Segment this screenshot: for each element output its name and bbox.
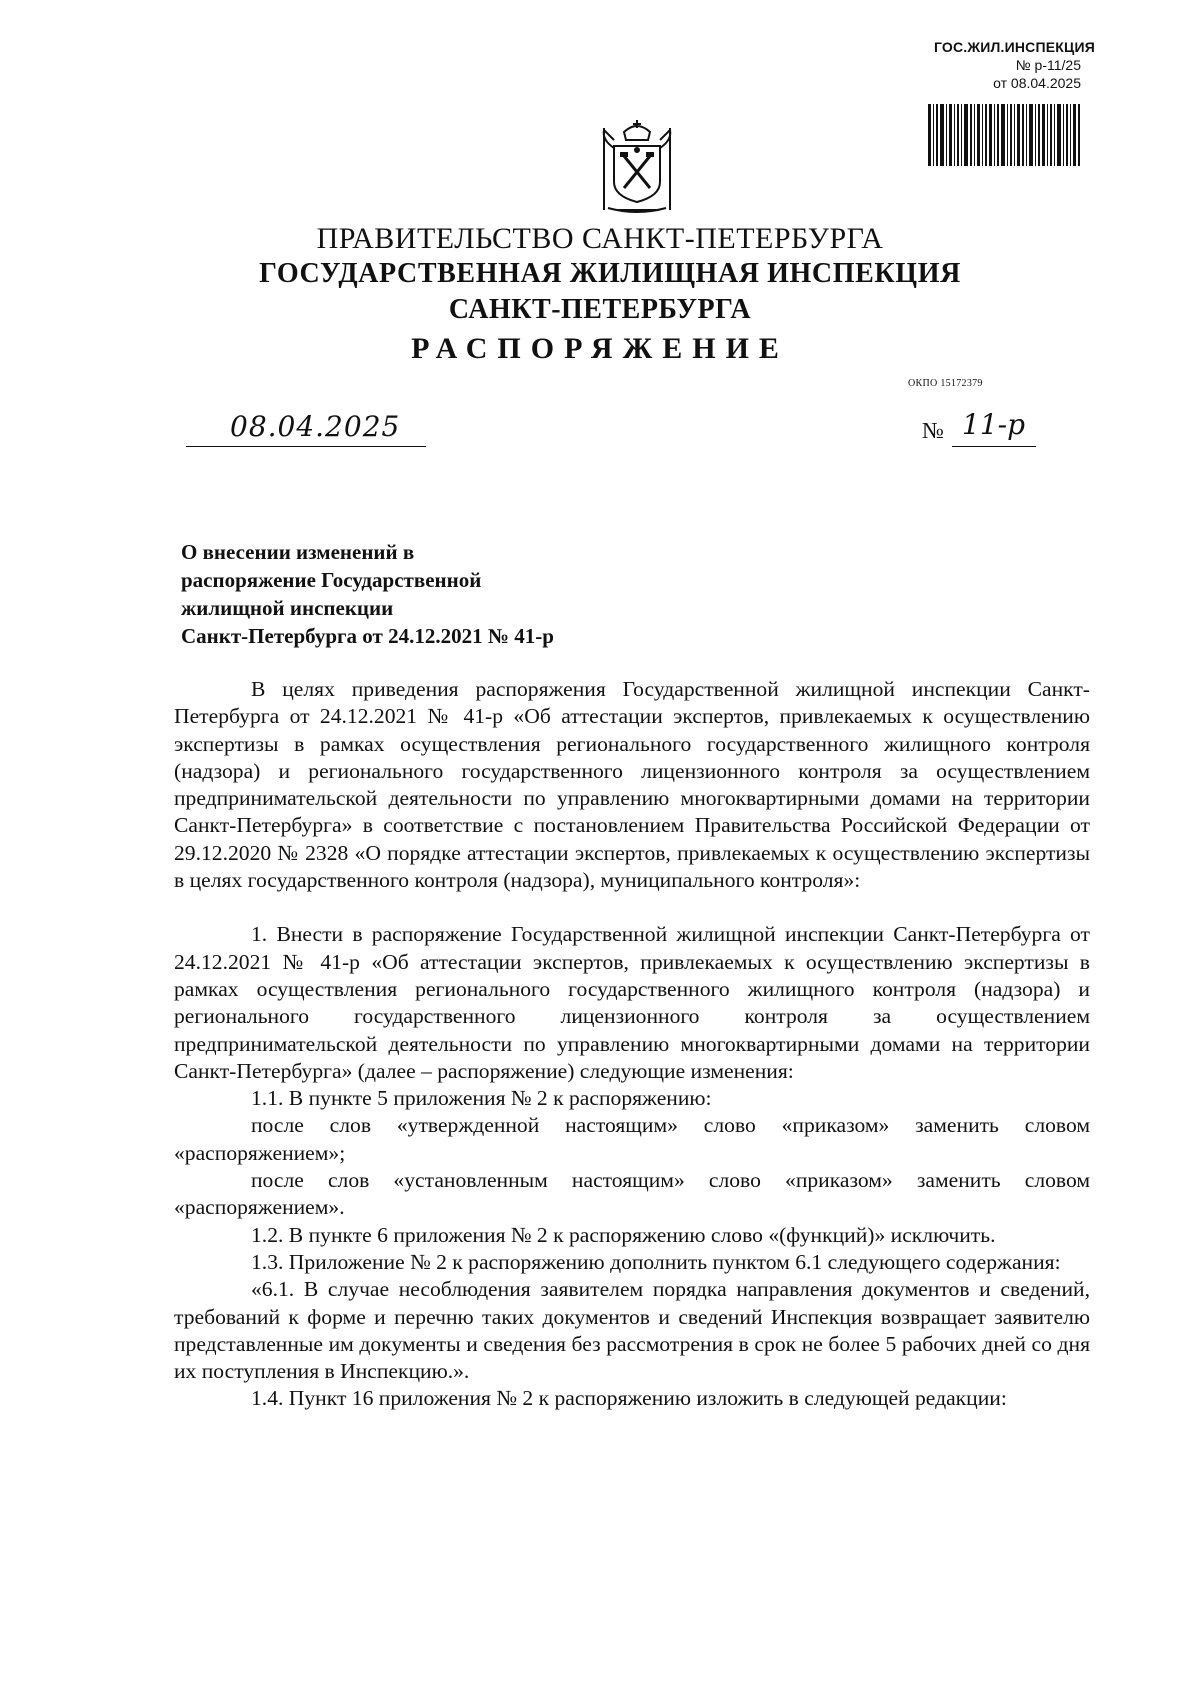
clause-1-1-item-b: после слов «установленным настоящим» слово «приказом» заменить словом «распоряжением». <box>174 1168 1090 1220</box>
subject-line: жилищной инспекции <box>181 596 394 620</box>
handwritten-date: 08.04.2025 <box>230 410 401 443</box>
clause-6-1-text: «6.1. В случае несоблюдения заявителем порядка направления документов и сведений, требований к форме и перечню таких документов и сведений Инспекция возвращает заявителю представленные им документы и сведения без рассмотрения в срок не более 5 рабочих дней со дня их поступления в Инспекцию.». <box>174 1277 1090 1384</box>
okpo-code: ОКПО 15172379 <box>908 378 983 389</box>
clause-1-3: 1.3. Приложение № 2 к распоряжению дополнить пунктом 6.1 следующего содержания: <box>251 1249 1061 1274</box>
stamp-org: ГОС.ЖИЛ.ИНСПЕКЦИЯ <box>933 39 1095 55</box>
number-field <box>952 408 1036 447</box>
coat-of-arms-emblem <box>592 118 682 216</box>
number-label: № <box>922 418 944 443</box>
clause-1-1-item-a: после слов «утвержденной настоящим» слово «приказом» заменить словом «распоряжением»; <box>174 1113 1090 1165</box>
clause-1: 1. Внести в распоряжение Государственной жилищной инспекции Санкт-Петербурга от 24.12.2021 № 41-р «Об аттестации экспертов, привлекаемых к осуществлению экспертизы в рамках осуществления регионального государственного жилищного контроля (надзора) и регионального государственного лицензионного контроля за осуществлением предпринимательской деятельности по управлению многоквартирными домами на территории Санкт-Петербурга» (далее – распоряжение) следующие изменения: <box>174 922 1090 1083</box>
clause-1-4: 1.4. Пункт 16 приложения № 2 к распоряжению изложить в следующей редакции: <box>251 1386 1007 1411</box>
subject-line: О внесении изменений в <box>181 540 415 564</box>
agency-title: ГОСУДАРСТВЕННАЯ ЖИЛИЩНАЯ ИНСПЕКЦИЯ <box>259 258 961 289</box>
document-subject <box>181 538 554 650</box>
subject-line: Санкт-Петербурга от 24.12.2021 № 41-р <box>181 624 554 648</box>
clause-1-1: 1.1. В пункте 5 приложения № 2 к распоряжению: <box>251 1086 712 1111</box>
document-type: РАСПОРЯЖЕНИЕ <box>411 332 789 365</box>
registration-stamp <box>915 38 1095 92</box>
preamble-paragraph: В целях приведения распоряжения Государственной жилищной инспекции Санкт-Петербурга от 24.12.2021 № 41-р «Об аттестации экспертов, привлекаемых к осуществлению экспертизы в рамках осуществления регионального государственного жилищного контроля (надзора) и регионального государственного лицензионного контроля за осуществлением предпринимательской деятельности по управлению многоквартирными домами на территории Санкт-Петербурга» в соответствие с постановлением Правительства Российской Федерации от 29.12.2020 № 2328 «О порядке аттестации экспертов, привлекаемых к осуществлению экспертизы в целях государственного контроля (надзора), муниципального контроля»: <box>174 677 1090 893</box>
document-body <box>174 676 1090 1413</box>
date-field <box>186 410 426 447</box>
stamp-date: от 08.04.2025 <box>993 75 1081 91</box>
barcode <box>928 104 1080 166</box>
clause-1-2: 1.2. В пункте 6 приложения № 2 к распоряжению слово «(функций)» исключить. <box>251 1222 996 1247</box>
handwritten-number: 11-р <box>962 408 1026 441</box>
government-title: ПРАВИТЕЛЬСТВО САНКТ-ПЕТЕРБУРГА <box>316 222 884 255</box>
city-title: САНКТ-ПЕТЕРБУРГА <box>448 294 752 325</box>
stamp-number: № р-11/25 <box>1015 57 1081 73</box>
subject-line: распоряжение Государственной <box>181 568 482 592</box>
